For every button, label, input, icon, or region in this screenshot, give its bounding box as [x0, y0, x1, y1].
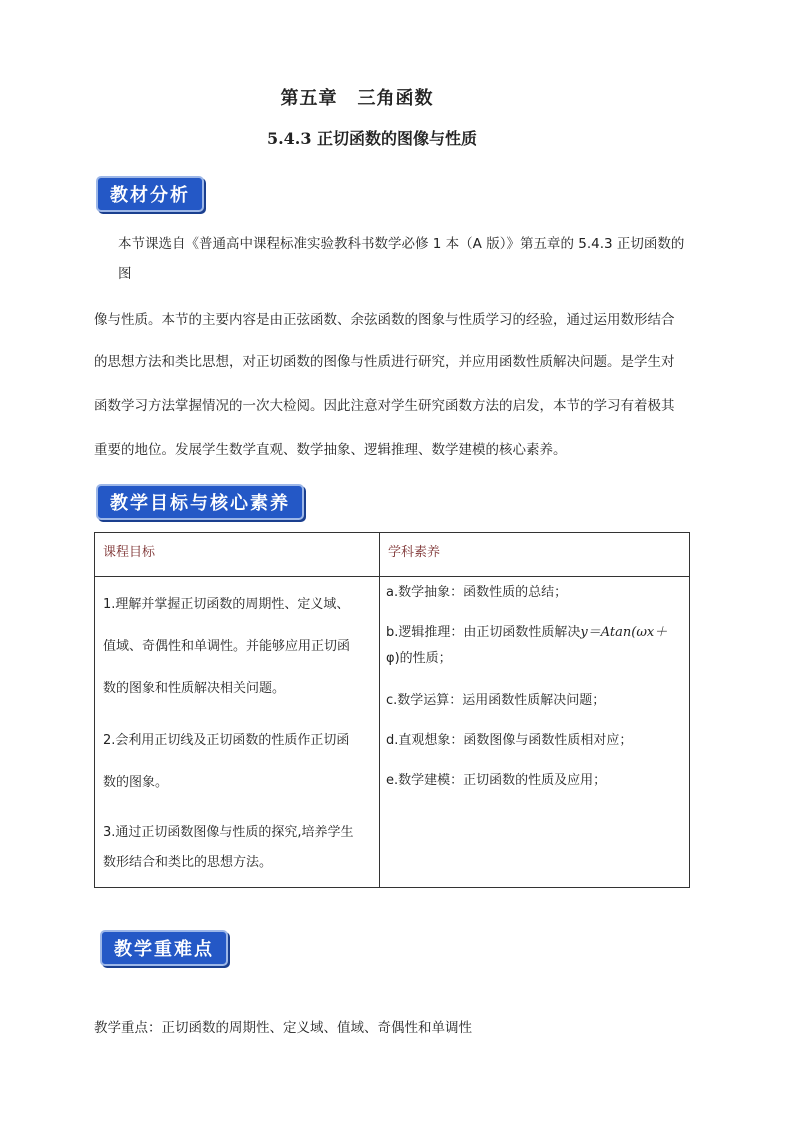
chapter-name: 三角函数 — [357, 88, 434, 109]
course-goals-header: 课程目标 — [103, 545, 156, 560]
goal-line-3: 数的图象和性质解决相关问题。 — [103, 681, 286, 696]
literacy-b-prefix: b.逻辑推理：由正切函数性质解决 — [386, 625, 581, 640]
chapter-label: 第五章 — [280, 88, 338, 109]
literacy-b — [386, 621, 667, 640]
literacy-c: c.数学运算：运用函数性质解决问题； — [386, 693, 606, 708]
course-goals-cell — [95, 577, 380, 888]
analysis-line-6: 重要的地位。发展学生数学直观、数学抽象、逻辑推理、数学建模的核心素养。 — [94, 442, 567, 458]
analysis-line-1: 本节课选自《普通高中课程标准实验教科书数学必修 1 本（A 版）》第五章的 5.4.3 正切函数的 — [118, 236, 685, 252]
goals-header-right — [380, 533, 690, 577]
analysis-line-2: 图 — [118, 266, 132, 282]
discipline-literacy-cell — [380, 577, 690, 888]
goals-badge: 教学目标与核心素养 — [96, 484, 304, 520]
literacy-e: e.数学建模：正切函数的性质及应用； — [386, 773, 607, 788]
goal-line-1: 1.理解并掌握正切函数的周期性、定义域、 — [103, 597, 350, 612]
key-point-line: 教学重点：正切函数的周期性、定义域、值域、奇偶性和单调性 — [94, 1020, 472, 1036]
analysis-line-5: 函数学习方法掌握情况的一次大检阅。因此注意对学生研究函数方法的启发，本节的学习有着极其 — [94, 398, 675, 414]
section-title: 5.4.3 正切函数的图像与性质 — [266, 129, 478, 148]
analysis-line-4: 的思想方法和类比思想，对正切函数的图像与性质进行研究，并应用函数性质解决问题。是学生对 — [94, 354, 675, 370]
goal-line-7: 数形结合和类比的思想方法。 — [103, 855, 273, 870]
goals-header-left — [95, 533, 380, 577]
goals-table — [94, 532, 690, 888]
literacy-b-formula: y＝Atan(ωx＋ — [580, 625, 668, 640]
literacy-d: d.直观想象：函数图像与函数性质相对应； — [386, 733, 633, 748]
discipline-literacy-header: 学科素养 — [388, 545, 441, 560]
goal-line-2: 值域、奇偶性和单调性。并能够应用正切函 — [103, 639, 351, 654]
chapter-title — [0, 84, 714, 110]
key-points-badge: 教学重难点 — [100, 930, 228, 966]
literacy-b-continued: φ)的性质； — [386, 651, 452, 666]
goal-line-5: 数的图象。 — [103, 775, 169, 790]
analysis-line-3: 像与性质。本节的主要内容是由正弦函数、余弦函数的图象与性质学习的经验，通过运用数形结合 — [94, 312, 675, 328]
goal-line-6: 3.通过正切函数图像与性质的探究,培养学生 — [103, 825, 354, 840]
analysis-badge: 教材分析 — [96, 176, 204, 212]
literacy-a: a.数学抽象：函数性质的总结； — [386, 585, 568, 600]
goal-line-4: 2.会利用正切线及正切函数的性质作正切函 — [103, 733, 350, 748]
